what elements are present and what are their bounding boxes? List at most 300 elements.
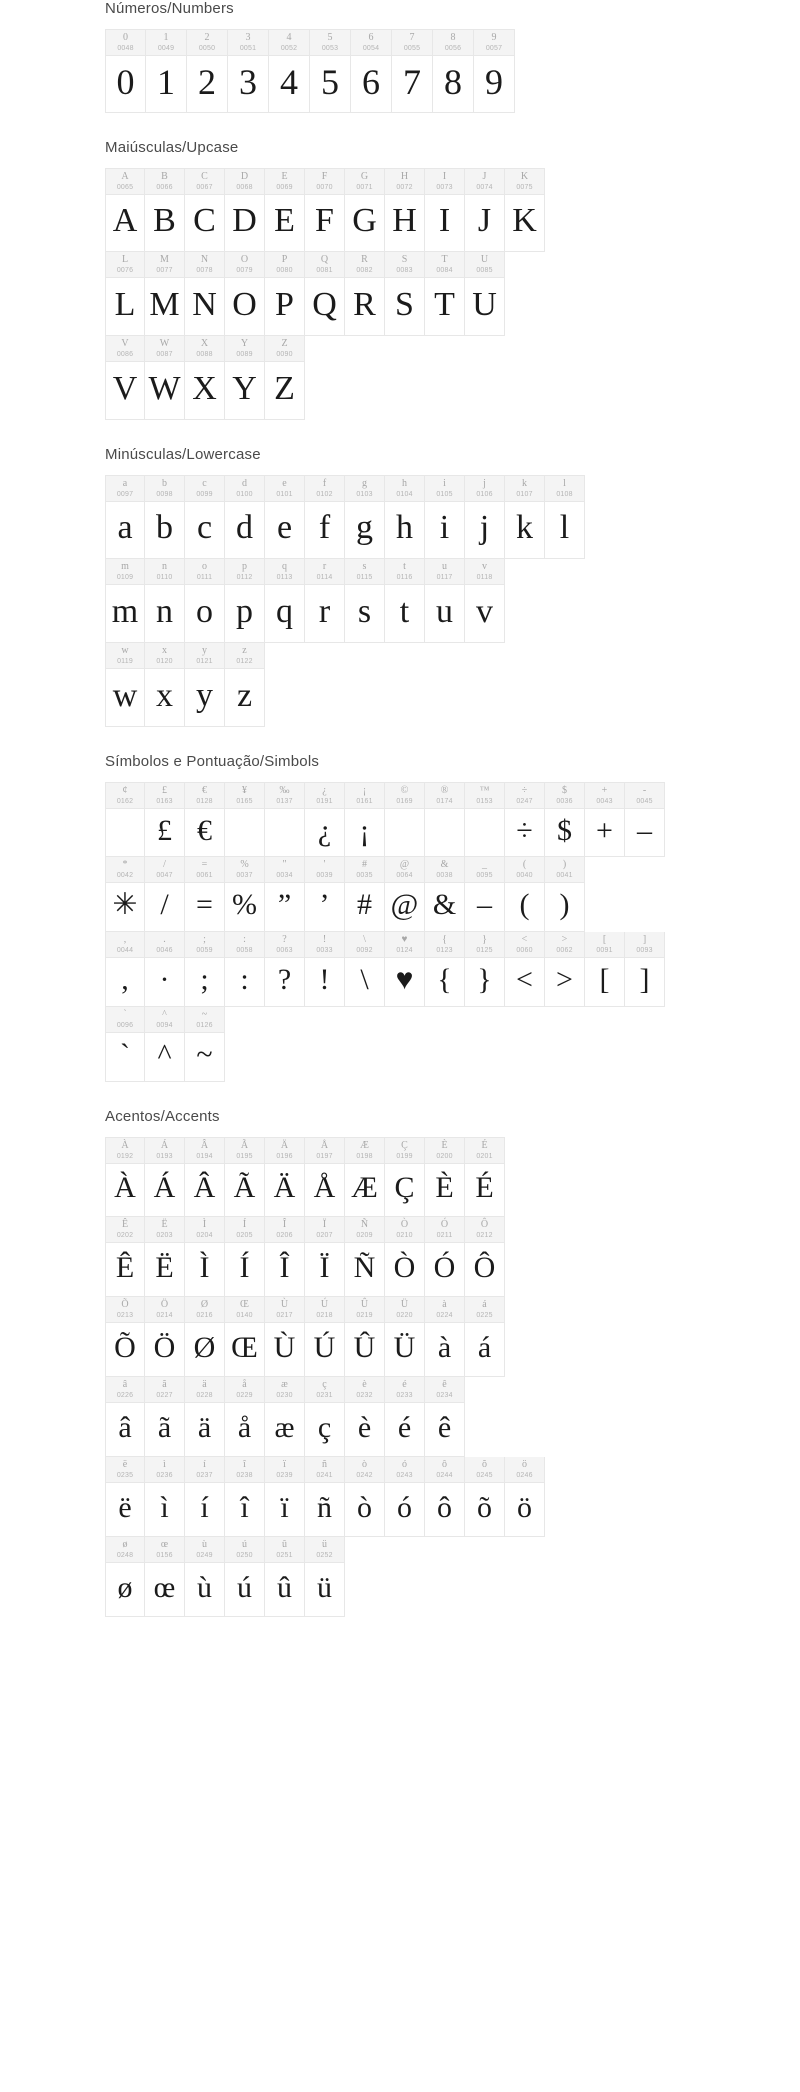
glyph-sample: m — [111, 592, 139, 630]
glyph-cell[interactable] — [385, 932, 425, 1007]
glyph-character-label: è — [362, 1379, 367, 1390]
glyph-character-label: E — [281, 171, 288, 182]
glyph-cell[interactable] — [345, 252, 385, 336]
glyph-cell[interactable] — [345, 1137, 385, 1217]
glyph-code-label: 0128 — [196, 798, 213, 805]
glyph-cell[interactable] — [145, 857, 185, 932]
glyph-cell[interactable] — [305, 1137, 345, 1217]
glyph-code-label: 0206 — [276, 1232, 293, 1239]
glyph-cell[interactable] — [185, 1297, 225, 1377]
glyph-cell[interactable] — [425, 1377, 465, 1457]
glyph-cell-header — [465, 169, 504, 195]
glyph-cell[interactable] — [465, 168, 505, 252]
glyph-cell[interactable] — [105, 1217, 145, 1297]
glyph-character-label: e — [282, 478, 287, 489]
glyph-code-label: 0197 — [316, 1153, 333, 1160]
glyph-cell-header — [106, 476, 144, 502]
glyph-cell-header — [265, 1377, 304, 1403]
glyph-cell[interactable] — [425, 1297, 465, 1377]
glyph-cell[interactable] — [465, 857, 505, 932]
glyph-cell[interactable] — [425, 932, 465, 1007]
glyph-cell[interactable] — [185, 1457, 225, 1537]
glyph-character-label: â — [122, 1379, 128, 1390]
glyph-cell[interactable] — [305, 1457, 345, 1537]
glyph-character-label: , — [123, 934, 127, 945]
glyph-cell[interactable] — [385, 1457, 425, 1537]
glyph-cell[interactable] — [305, 782, 345, 857]
glyph-cell[interactable] — [187, 29, 228, 113]
glyph-sample: ¿ — [317, 813, 332, 847]
glyph-cell[interactable] — [385, 1137, 425, 1217]
glyph-cell[interactable] — [225, 643, 265, 727]
glyph-cell[interactable] — [345, 782, 385, 857]
glyph-cell[interactable] — [265, 252, 305, 336]
glyph-code-label: 0192 — [116, 1153, 134, 1160]
glyph-cell[interactable] — [145, 559, 185, 643]
glyph-cell[interactable] — [585, 782, 625, 857]
glyph-code-label: 0226 — [116, 1392, 134, 1399]
glyph-cell[interactable] — [265, 1377, 305, 1457]
glyph-sample: B — [153, 202, 176, 240]
glyph-cell[interactable] — [145, 932, 185, 1007]
glyph-cell[interactable] — [305, 1377, 345, 1457]
glyph-cell[interactable] — [265, 857, 305, 932]
glyph-cell[interactable] — [105, 559, 145, 643]
glyph-cell[interactable] — [425, 168, 465, 252]
glyph-cell[interactable] — [385, 1297, 425, 1377]
glyph-cell[interactable] — [145, 252, 185, 336]
glyph-cell[interactable] — [305, 857, 345, 932]
glyph-cell-header — [385, 476, 424, 502]
glyph-cell-header — [185, 1537, 224, 1563]
glyph-cell[interactable] — [385, 857, 425, 932]
glyph-sample: Û — [353, 1330, 376, 1364]
glyph-cell[interactable] — [392, 29, 433, 113]
glyph-cell[interactable] — [385, 168, 425, 252]
glyph-character-label: Õ — [121, 1299, 129, 1310]
glyph-code-label: 0236 — [156, 1472, 173, 1479]
glyph-cell[interactable] — [345, 1377, 385, 1457]
glyph-cell-header — [545, 932, 584, 958]
glyph-cell[interactable] — [185, 336, 225, 420]
glyph-cell[interactable] — [105, 1537, 145, 1617]
glyph-code-label: 0237 — [196, 1472, 213, 1479]
glyph-grid — [0, 1137, 800, 1617]
glyph-code-label: 0125 — [476, 947, 493, 954]
glyph-cell[interactable] — [465, 1137, 505, 1217]
glyph-code-label: 0124 — [396, 947, 413, 954]
glyph-cell[interactable] — [385, 782, 425, 857]
glyph-cell[interactable] — [425, 252, 465, 336]
glyph-cell[interactable] — [185, 1377, 225, 1457]
glyph-character-label: N — [200, 254, 209, 265]
glyph-cell[interactable] — [505, 1457, 545, 1537]
glyph-sample: D — [232, 202, 257, 240]
glyph-character-label: 0 — [123, 32, 128, 43]
glyph-cell[interactable] — [105, 1297, 145, 1377]
glyph-cell[interactable] — [145, 1537, 185, 1617]
glyph-code-label: 0074 — [476, 184, 493, 191]
glyph-sample: ó — [397, 1490, 412, 1524]
glyph-row — [105, 1297, 800, 1377]
glyph-cell[interactable] — [425, 559, 465, 643]
glyph-cell[interactable] — [185, 475, 225, 559]
glyph-sample: ö — [517, 1490, 532, 1524]
glyph-code-label: 0242 — [356, 1472, 373, 1479]
glyph-cell-header — [185, 169, 224, 195]
glyph-cell[interactable] — [474, 29, 515, 113]
glyph-cell-header — [305, 857, 344, 883]
glyph-sample: ã — [157, 1410, 172, 1444]
glyph-sample: Ó — [433, 1250, 456, 1284]
glyph-cell[interactable] — [305, 475, 345, 559]
glyph-character-label: 3 — [245, 32, 251, 43]
glyph-character-label: Ò — [400, 1219, 409, 1230]
glyph-code-label: 0048 — [117, 45, 134, 52]
glyph-sample: A — [112, 202, 138, 240]
glyph-cell[interactable] — [105, 1457, 145, 1537]
glyph-cell[interactable] — [185, 782, 225, 857]
glyph-character-label: ] — [642, 934, 647, 945]
glyph-sample: E — [274, 202, 295, 240]
glyph-sample: ø — [117, 1570, 133, 1604]
glyph-character-label: ä — [202, 1379, 207, 1390]
glyph-character-label: à — [442, 1299, 447, 1310]
glyph-cell-header — [225, 252, 264, 278]
glyph-cell[interactable] — [505, 857, 545, 932]
glyph-cell[interactable] — [265, 1297, 305, 1377]
glyph-code-label: 0118 — [476, 574, 493, 581]
glyph-sample: œ — [153, 1570, 176, 1604]
glyph-code-label: 0033 — [316, 947, 333, 954]
glyph-code-label: 0041 — [556, 872, 573, 879]
glyph-cell[interactable] — [345, 1297, 385, 1377]
glyph-cell[interactable] — [105, 1377, 145, 1457]
glyph-cell-header — [385, 932, 424, 958]
glyph-character-label: Ó — [440, 1219, 449, 1230]
glyph-cell-header — [145, 643, 184, 669]
glyph-sample: à — [437, 1330, 452, 1364]
glyph-cell[interactable] — [345, 559, 385, 643]
glyph-cell[interactable] — [385, 252, 425, 336]
glyph-cell[interactable] — [465, 1217, 505, 1297]
glyph-code-label: 0233 — [396, 1392, 413, 1399]
glyph-cell[interactable] — [185, 857, 225, 932]
glyph-cell[interactable] — [465, 559, 505, 643]
glyph-character-label: Æ — [360, 1140, 369, 1151]
glyph-cell[interactable] — [105, 475, 145, 559]
glyph-cell[interactable] — [625, 932, 665, 1007]
glyph-cell[interactable] — [265, 1457, 305, 1537]
glyph-cell[interactable] — [351, 29, 392, 113]
glyph-cell[interactable] — [385, 1377, 425, 1457]
glyph-sample: – — [637, 813, 652, 847]
glyph-cell[interactable] — [225, 782, 265, 857]
glyph-code-label: 0169 — [396, 798, 413, 805]
glyph-code-label: 0107 — [516, 491, 533, 498]
glyph-cell[interactable] — [585, 932, 625, 1007]
glyph-character-label: € — [202, 785, 207, 796]
glyph-cell[interactable] — [265, 932, 305, 1007]
glyph-character-label: Ü — [400, 1299, 409, 1310]
glyph-cell-header — [225, 336, 264, 362]
glyph-sample: 8 — [444, 62, 462, 103]
glyph-cell[interactable] — [465, 1457, 505, 1537]
glyph-code-label: 0104 — [396, 491, 413, 498]
glyph-cell[interactable] — [225, 559, 265, 643]
glyph-cell-header — [345, 169, 384, 195]
glyph-character-label: o — [202, 561, 207, 572]
glyph-cell[interactable] — [505, 475, 545, 559]
glyph-cell[interactable] — [145, 1007, 185, 1082]
glyph-cell[interactable] — [265, 1137, 305, 1217]
glyph-character-label: b — [162, 478, 167, 489]
glyph-cell[interactable] — [105, 932, 145, 1007]
glyph-cell-header — [225, 1138, 264, 1164]
glyph-cell[interactable] — [345, 475, 385, 559]
glyph-code-label: 0038 — [436, 872, 453, 879]
glyph-sample: Q — [312, 285, 337, 323]
glyph-code-label: 0195 — [236, 1153, 253, 1160]
glyph-cell[interactable] — [146, 29, 187, 113]
glyph-cell[interactable] — [265, 559, 305, 643]
glyph-cell[interactable] — [545, 475, 585, 559]
glyph-cell[interactable] — [545, 932, 585, 1007]
glyph-cell[interactable] — [433, 29, 474, 113]
glyph-code-label: 0230 — [276, 1392, 293, 1399]
glyph-code-label: 0086 — [116, 351, 134, 358]
glyph-sample: Ë — [155, 1250, 174, 1284]
glyph-cell[interactable] — [105, 252, 145, 336]
glyph-cell-header — [385, 1377, 424, 1403]
glyph-sample: q — [276, 592, 293, 630]
glyph-cell-header — [505, 169, 544, 195]
glyph-cell[interactable] — [225, 1537, 265, 1617]
glyph-cell[interactable] — [265, 1217, 305, 1297]
glyph-character-label: 2 — [204, 32, 210, 43]
glyph-cell[interactable] — [305, 559, 345, 643]
glyph-cell[interactable] — [265, 1537, 305, 1617]
glyph-cell[interactable] — [385, 475, 425, 559]
glyph-cell[interactable] — [345, 932, 385, 1007]
glyph-cell[interactable] — [145, 336, 185, 420]
glyph-cell[interactable] — [505, 782, 545, 857]
glyph-character-label: ¥ — [242, 785, 247, 796]
glyph-cell[interactable] — [545, 857, 585, 932]
glyph-character-label: - — [642, 785, 647, 796]
glyph-cell[interactable] — [105, 857, 145, 932]
glyph-cell[interactable] — [305, 1537, 345, 1617]
glyph-cell[interactable] — [145, 1217, 185, 1297]
glyph-cell-header — [425, 169, 464, 195]
glyph-character-label: x — [162, 645, 167, 656]
glyph-cell[interactable] — [185, 1217, 225, 1297]
glyph-character-label: O — [240, 254, 249, 265]
glyph-character-label: Ö — [160, 1299, 169, 1310]
glyph-code-label: 0035 — [356, 872, 373, 879]
glyph-character-label: À — [121, 1140, 129, 1151]
glyph-cell-header — [425, 559, 464, 585]
glyph-character-label: i — [443, 478, 446, 489]
glyph-cell[interactable] — [145, 643, 185, 727]
glyph-code-label: 0153 — [476, 798, 493, 805]
glyph-cell[interactable] — [145, 1377, 185, 1457]
glyph-cell[interactable] — [269, 29, 310, 113]
glyph-cell[interactable] — [425, 1217, 465, 1297]
glyph-cell[interactable] — [105, 1007, 145, 1082]
glyph-sample: € — [197, 813, 212, 847]
glyph-cell-header — [545, 857, 584, 883]
glyph-character-label: z — [242, 645, 247, 656]
glyph-sample: È — [435, 1171, 454, 1205]
glyph-section — [0, 727, 800, 1082]
glyph-character-label: / — [163, 859, 166, 870]
glyph-cell[interactable] — [185, 643, 225, 727]
glyph-character-label: T — [441, 254, 448, 265]
glyph-cell[interactable] — [185, 559, 225, 643]
glyph-code-label: 0079 — [236, 267, 253, 274]
glyph-cell[interactable] — [345, 168, 385, 252]
glyph-cell[interactable] — [265, 168, 305, 252]
glyph-character-label: ( — [522, 859, 527, 870]
glyph-cell[interactable] — [225, 336, 265, 420]
glyph-cell[interactable] — [225, 475, 265, 559]
glyph-cell[interactable] — [310, 29, 351, 113]
glyph-cell[interactable] — [425, 782, 465, 857]
glyph-cell[interactable] — [225, 168, 265, 252]
glyph-character-label: 7 — [409, 32, 415, 43]
glyph-cell[interactable] — [505, 932, 545, 1007]
glyph-cell[interactable] — [465, 1297, 505, 1377]
glyph-sample: Ö — [153, 1330, 176, 1364]
glyph-code-label: 0120 — [156, 658, 173, 665]
glyph-sample: ú — [237, 1570, 252, 1604]
glyph-cell[interactable] — [185, 1007, 225, 1082]
glyph-cell[interactable] — [265, 782, 305, 857]
glyph-character-label: æ — [281, 1379, 288, 1390]
glyph-cell[interactable] — [225, 1377, 265, 1457]
glyph-sample: K — [512, 202, 537, 240]
glyph-cell-header — [465, 1297, 504, 1323]
glyph-cell[interactable] — [305, 932, 345, 1007]
glyph-code-label: 0249 — [196, 1552, 213, 1559]
glyph-cell-header — [385, 1138, 424, 1164]
glyph-cell[interactable] — [385, 559, 425, 643]
glyph-cell[interactable] — [225, 1457, 265, 1537]
glyph-cell[interactable] — [385, 1217, 425, 1297]
glyph-cell[interactable] — [425, 857, 465, 932]
glyph-cell[interactable] — [185, 168, 225, 252]
glyph-cell[interactable] — [465, 782, 505, 857]
glyph-cell[interactable] — [305, 1217, 345, 1297]
glyph-character-label: j — [483, 478, 486, 489]
glyph-cell[interactable] — [425, 475, 465, 559]
glyph-cell[interactable] — [305, 252, 345, 336]
glyph-cell[interactable] — [345, 857, 385, 932]
glyph-character-label: d — [242, 478, 247, 489]
glyph-cell[interactable] — [105, 336, 145, 420]
glyph-cell[interactable] — [185, 1537, 225, 1617]
glyph-cell[interactable] — [145, 782, 185, 857]
glyph-sample: T — [434, 285, 455, 323]
glyph-cell-header — [265, 169, 304, 195]
glyph-cell[interactable] — [225, 932, 265, 1007]
glyph-cell[interactable] — [145, 168, 185, 252]
glyph-cell[interactable] — [225, 252, 265, 336]
glyph-cell[interactable] — [145, 1297, 185, 1377]
glyph-character-label: L — [121, 254, 129, 265]
glyph-sample: 1 — [157, 62, 175, 103]
glyph-character-label: X — [200, 338, 209, 349]
glyph-cell[interactable] — [105, 643, 145, 727]
glyph-cell[interactable] — [345, 1217, 385, 1297]
glyph-cell[interactable] — [425, 1137, 465, 1217]
glyph-cell[interactable] — [545, 782, 585, 857]
glyph-cell[interactable] — [145, 475, 185, 559]
glyph-character-label: Í — [242, 1219, 247, 1230]
glyph-code-label: 0201 — [476, 1153, 493, 1160]
glyph-code-label: 0112 — [236, 574, 253, 581]
glyph-cell[interactable] — [185, 252, 225, 336]
glyph-cell[interactable] — [225, 1297, 265, 1377]
glyph-cell[interactable] — [345, 1457, 385, 1537]
glyph-cell[interactable] — [105, 168, 145, 252]
glyph-character-label: ♥ — [401, 934, 408, 945]
glyph-cell[interactable] — [145, 1137, 185, 1217]
glyph-code-label: 0247 — [516, 798, 533, 805]
glyph-sample: < — [516, 963, 533, 997]
glyph-code-label: 0248 — [116, 1552, 134, 1559]
glyph-cell-header — [465, 1457, 504, 1483]
glyph-cell[interactable] — [265, 475, 305, 559]
glyph-cell[interactable] — [225, 1137, 265, 1217]
glyph-cell[interactable] — [465, 932, 505, 1007]
glyph-cell[interactable] — [465, 252, 505, 336]
glyph-cell-header — [145, 1297, 184, 1323]
glyph-cell[interactable] — [465, 475, 505, 559]
glyph-character-label: S — [401, 254, 408, 265]
glyph-code-label: 0069 — [276, 184, 293, 191]
glyph-cell-header — [145, 1377, 184, 1403]
glyph-code-label: 0244 — [436, 1472, 453, 1479]
glyph-cell[interactable] — [425, 1457, 465, 1537]
glyph-sample: L — [114, 285, 136, 323]
glyph-cell[interactable] — [505, 168, 545, 252]
glyph-sample: G — [352, 202, 377, 240]
glyph-cell-header — [225, 1377, 264, 1403]
glyph-cell-header — [265, 559, 304, 585]
glyph-cell[interactable] — [105, 782, 145, 857]
glyph-character-label: H — [400, 171, 409, 182]
glyph-cell[interactable] — [105, 1137, 145, 1217]
glyph-cell[interactable] — [625, 782, 665, 857]
glyph-character-label: { — [442, 934, 447, 945]
glyph-cell-header — [351, 30, 391, 56]
glyph-cell[interactable] — [185, 932, 225, 1007]
glyph-cell[interactable] — [228, 29, 269, 113]
glyph-cell[interactable] — [305, 168, 345, 252]
glyph-cell[interactable] — [225, 1217, 265, 1297]
glyph-cell[interactable] — [265, 336, 305, 420]
glyph-cell[interactable] — [185, 1137, 225, 1217]
glyph-sample: í — [200, 1490, 209, 1524]
glyph-cell[interactable] — [145, 1457, 185, 1537]
glyph-cell[interactable] — [105, 29, 146, 113]
glyph-character-label: Ã — [240, 1140, 249, 1151]
glyph-cell[interactable] — [225, 857, 265, 932]
glyph-cell[interactable] — [305, 1297, 345, 1377]
glyph-sample: z — [236, 676, 253, 714]
